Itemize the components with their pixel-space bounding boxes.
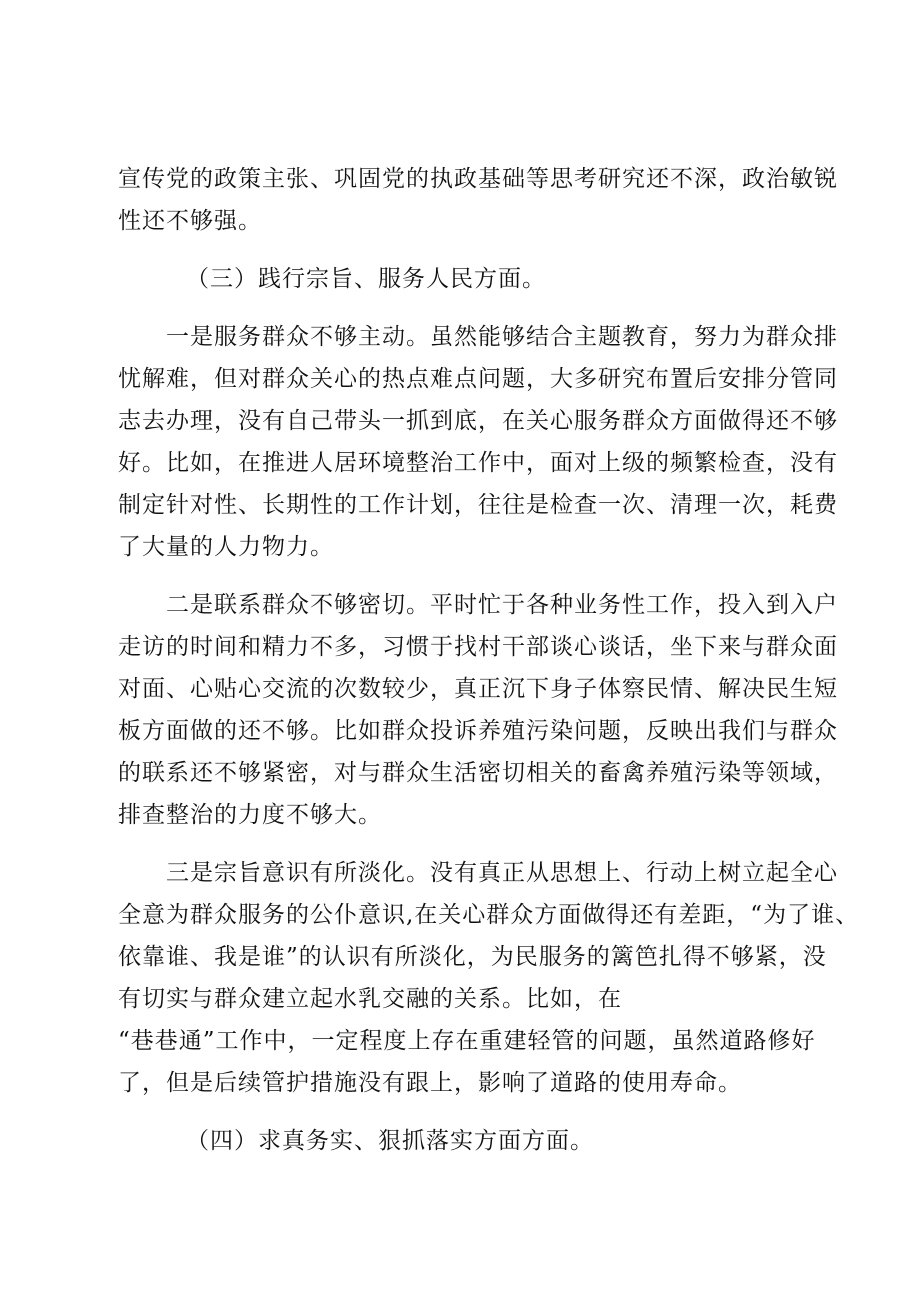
paragraph-line: 的联系还不够紧密，对与群众生活密切相关的畜禽养殖污染等领域， — [118, 760, 838, 786]
paragraph-line: 对面、心贴心交流的次数较少，真正沉下身子体察民情、解决民生短 — [118, 676, 838, 702]
section-heading: （四）求真务实、狠抓落实方面方面。 — [186, 1128, 594, 1154]
paragraph-line: 依靠谁、我是谁”的认识有所淡化，为民服务的篱笆扎得不够紧，没 — [118, 944, 827, 970]
paragraph-line: 三是宗旨意识有所淡化。没有真正从思想上、行动上树立起全心 — [166, 860, 838, 886]
paragraph-line: 了大量的人力物力。 — [118, 534, 334, 560]
paragraph-line: 板方面做的还不够。比如群众投诉养殖污染问题，反映出我们与群众 — [118, 718, 838, 744]
paragraph-line: 全意为群众服务的公仆意识,在关心群众方面做得还有差距，“为了谁、 — [118, 902, 860, 928]
paragraph-line: 了，但是后续管护措施没有跟上，影响了道路的使用寿命。 — [118, 1070, 742, 1096]
document-page — [118, 158, 860, 1162]
paragraph-line: 宣传党的政策主张、巩固党的执政基础等思考研究还不深，政治敏锐 — [118, 166, 838, 192]
section-heading: （三）践行宗旨、服务人民方面。 — [186, 266, 546, 292]
paragraph-line: 性还不够强。 — [118, 208, 262, 234]
paragraph-line: 志去办理，没有自己带头一抓到底，在关心服务群众方面做得还不够 — [118, 408, 838, 434]
paragraph-line: 好。比如，在推进人居环境整治工作中，面对上级的频繁检查，没有 — [118, 450, 838, 476]
paragraph-line: 走访的时间和精力不多，习惯于找村干部谈心谈话，坐下来与群众面 — [118, 634, 838, 660]
paragraph-line: 制定针对性、长期性的工作计划，往往是检查一次、清理一次，耗费 — [118, 492, 838, 518]
paragraph-line: “巷巷通”工作中，一定程度上存在重建轻管的问题，虽然道路修好 — [118, 1028, 816, 1054]
paragraph-line: 一是服务群众不够主动。虽然能够结合主题教育，努力为群众排 — [166, 324, 838, 350]
paragraph-line: 忧解难，但对群众关心的热点难点问题，大多研究布置后安排分管同 — [118, 366, 838, 392]
paragraph-line: 二是联系群众不够密切。平时忙于各种业务性工作，投入到入户 — [166, 592, 838, 618]
paragraph-line: 排查整治的力度不够大。 — [118, 802, 382, 828]
paragraph-line: 有切实与群众建立起水乳交融的关系。比如，在 — [118, 986, 622, 1012]
